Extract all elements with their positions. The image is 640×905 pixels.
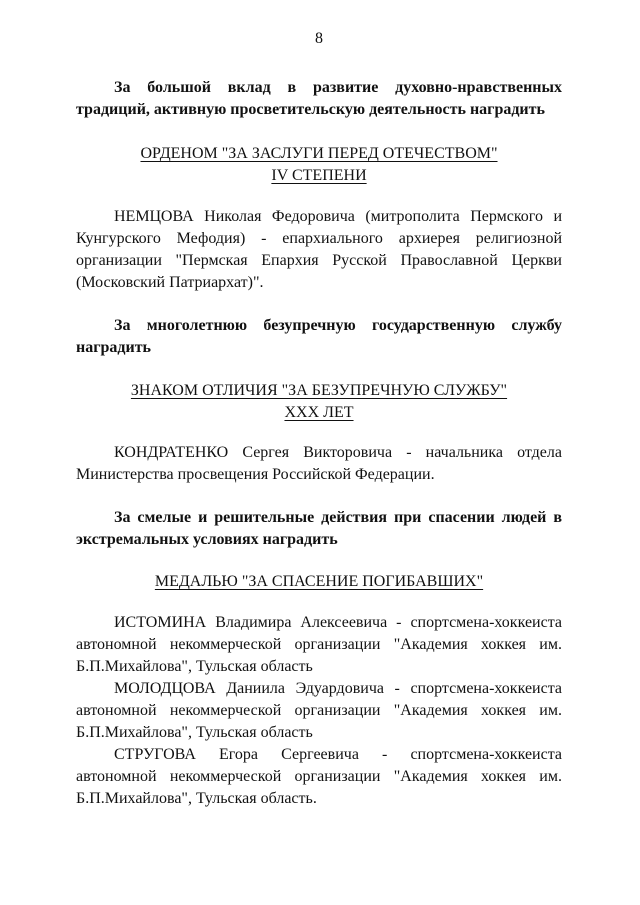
section-3-entries xyxy=(76,612,562,810)
award-line-1: МЕДАЛЬЮ "ЗА СПАСЕНИЕ ПОГИБАВШИХ" xyxy=(154,573,484,590)
entry-istomin: ИСТОМИНА Владимира Алексеевича - спортсмена-хоккеиста автономной некоммерческой организации "Академия хоккея им. Б.П.Михайлова", Тульская область xyxy=(76,614,562,675)
section-1-intro: За большой вклад в развитие духовно-нравственных традиций, активную просветительскую деятельность наградить xyxy=(76,79,562,118)
section-3-intro: За смелые и решительные действия при спасении людей в экстремальных условиях наградить xyxy=(76,509,562,548)
page-number: 8 xyxy=(315,30,323,47)
section-2-intro: За многолетнюю безупречную государственную службу наградить xyxy=(76,317,562,356)
section-2-award xyxy=(76,380,562,424)
award-line-1: ОРДЕНОМ "ЗА ЗАСЛУГИ ПЕРЕД ОТЕЧЕСТВОМ" xyxy=(140,145,498,162)
section-2-entries xyxy=(76,442,562,486)
section-3 xyxy=(76,507,562,551)
entry-strugov: СТРУГОВА Егора Сергеевича - спортсмена-хоккеиста автономной некоммерческой организации "Академия хоккея им. Б.П.Михайлова", Тульская область. xyxy=(76,746,562,807)
section-2 xyxy=(76,315,562,359)
section-3-award xyxy=(76,571,562,593)
section-1-entries xyxy=(76,206,562,294)
entry-nemtsov: НЕМЦОВА Николая Федоровича (митрополита Пермского и Кунгурского Мефодия) - епархиального архиерея религиозной организации "Пермская Епархия Русской Православной Церкви (Московский Патриархат)". xyxy=(76,208,562,291)
award-line-2: IV СТЕПЕНИ xyxy=(271,167,367,184)
section-1-award-title xyxy=(76,143,562,165)
award-line-2: XXX ЛЕТ xyxy=(284,404,354,421)
section-1 xyxy=(76,77,562,121)
section-1-award-degree xyxy=(76,165,562,187)
entry-molodtsov: МОЛОДЦОВА Даниила Эдуардовича - спортсмена-хоккеиста автономной некоммерческой организации "Академия хоккея им. Б.П.Михайлова", Тульская область xyxy=(76,680,562,741)
section-1-award xyxy=(76,143,562,187)
section-3-award-title xyxy=(76,571,562,593)
section-2-award-title xyxy=(76,380,562,402)
section-2-award-degree xyxy=(76,402,562,424)
entry-kondratenko: КОНДРАТЕНКО Сергея Викторовича - начальника отдела Министерства просвещения Российской Федерации. xyxy=(76,444,562,483)
award-line-1: ЗНАКОМ ОТЛИЧИЯ "ЗА БЕЗУПРЕЧНУЮ СЛУЖБУ" xyxy=(130,382,508,399)
